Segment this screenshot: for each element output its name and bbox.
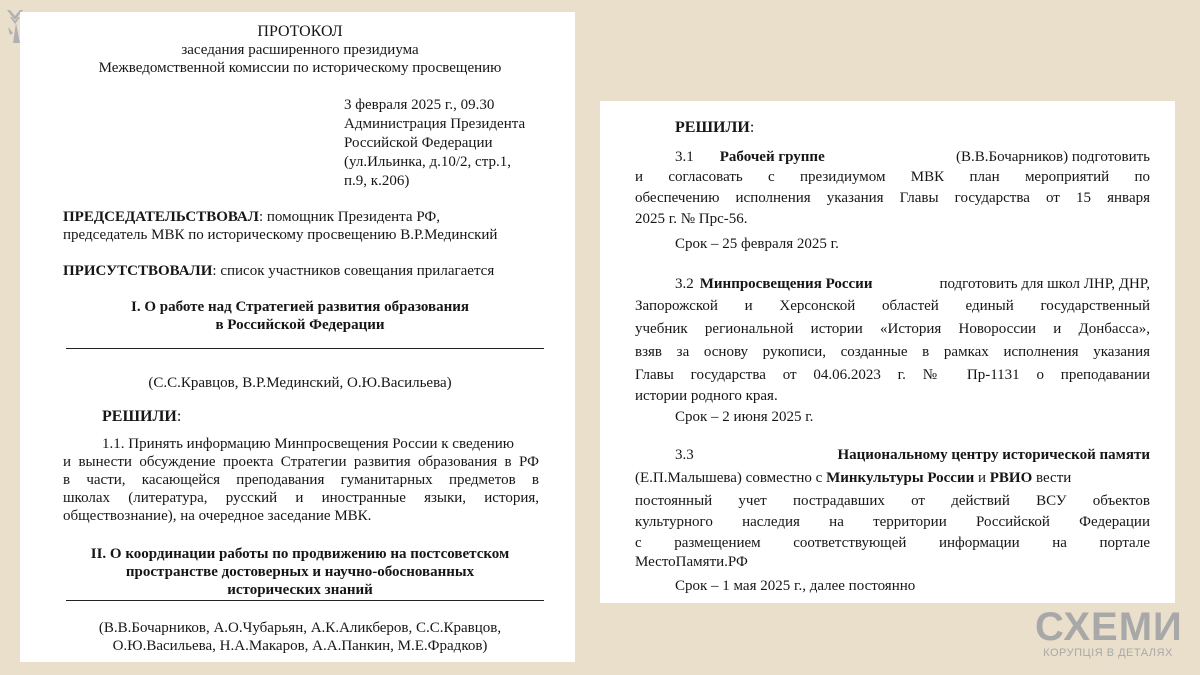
item-3-2-line-4: взяв за основу рукописи, созданные в рамках исполнения указания (635, 344, 1150, 360)
present-text: : список участников совещания прилагается (212, 263, 495, 279)
section-1-speakers: (С.С.Кравцов, В.Р.Мединский, О.Ю.Васильева) (148, 375, 452, 391)
section-2-divider (66, 600, 544, 601)
decided-colon-right: : (749, 119, 755, 136)
chair-role: : помощник Президента РФ, (258, 209, 441, 225)
decision-1-line-3: в части, касающейся преподавания гуманитарных предметов в (63, 472, 539, 488)
document-subtitle-1: заседания расширенного президиума (181, 42, 419, 58)
item-3-2-line-6: истории родного края. (635, 388, 778, 404)
meeting-address-1: (ул.Ильинка, д.10/2, стр.1, (344, 154, 511, 170)
item-3-2-text: подготовить для школ ЛНР, ДНР, (939, 276, 1150, 292)
chair-label: ПРЕДСЕДАТЕЛЬСТВОВАЛ (63, 209, 259, 225)
decided-heading-right (675, 118, 754, 138)
chair-line-1 (63, 207, 440, 227)
present-line (63, 261, 494, 281)
item-3-1-line-2: и согласовать с президиумом МВК план мероприятий по (635, 169, 1150, 185)
item-3-2-line-1 (675, 274, 1150, 294)
item-3-3-text-post: вести (1032, 470, 1072, 486)
meeting-place-1: Администрация Президента (344, 116, 526, 132)
document-title: ПРОТОКОЛ (257, 23, 343, 40)
decided-label-left: РЕШИЛИ (102, 408, 177, 425)
section-2-title-2: пространстве достоверных и научно-обоснованных (125, 564, 475, 580)
decided-label-right: РЕШИЛИ (675, 119, 750, 136)
item-3-2-line-3: учебник региональной истории «История Новороссии и Донбасса», (635, 321, 1150, 337)
item-3-3-line-3: постоянный учет пострадавших от действий ВСУ объектов (635, 493, 1150, 509)
decision-1-line-1: 1.1. Принять информацию Минпросвещения России к сведению (102, 436, 514, 452)
document-page-2 (600, 101, 1175, 603)
item-3-3-text-pre: (Е.П.Малышева) совместно с (635, 470, 827, 486)
item-3-1-number: 3.1 (675, 149, 694, 165)
item-3-3-line-2 (635, 468, 1071, 488)
decided-colon-left: : (176, 408, 182, 425)
decision-1-line-2: и вынести обсуждение проекта Стратегии развития образования в РФ (63, 454, 539, 470)
chair-line-2: председатель МВК по историческому просвещению В.Р.Мединский (63, 227, 498, 243)
present-label: ПРИСУТСТВОВАЛИ (63, 263, 213, 279)
item-3-3-text-mid: и (974, 470, 990, 486)
section-1-title-2: в Российской Федерации (215, 317, 385, 333)
item-3-1-line-1 (675, 147, 1150, 167)
decision-1-line-4: школах (литература, русский и иностранные языки, история, (63, 490, 539, 506)
section-2-speakers-1: (В.В.Бочарников, А.О.Чубарьян, А.К.Аликберов, С.С.Кравцов, (98, 620, 502, 636)
item-3-3-partner-2: РВИО (989, 470, 1033, 486)
section-1-title-1: I. О работе над Стратегией развития образования (130, 299, 470, 315)
item-3-2-number: 3.2 (675, 276, 694, 292)
skhemy-logo-title: СХЕМИ (1035, 605, 1183, 649)
item-3-3-recipient: Национальному центру исторической памяти (837, 447, 1150, 463)
item-3-3-line-4: культурного наследия на территории Российской Федерации (635, 514, 1150, 530)
item-3-1-line-3: обеспечению исполнения указания Главы государства от 15 января (635, 190, 1150, 206)
meeting-address-2: п.9, к.206) (344, 173, 410, 189)
section-1-divider (66, 348, 544, 349)
skhemy-logo-subtitle: КОРУПЦІЯ В ДЕТАЛЯХ (1043, 647, 1173, 659)
item-3-2-line-2: Запорожской и Херсонской областей единый государственный (635, 298, 1150, 314)
item-3-1-line-4: 2025 г. № Прс-56. (635, 211, 748, 227)
meeting-datetime: 3 февраля 2025 г., 09.30 (344, 97, 495, 113)
document-page-1 (20, 12, 575, 662)
item-3-3-number: 3.3 (675, 447, 694, 463)
item-3-3-line-5: с размещением соответствующей информации на портале (635, 535, 1150, 551)
section-2-title-3: исторических знаний (227, 582, 373, 598)
meeting-place-2: Российской Федерации (344, 135, 493, 151)
item-3-3-line-1 (675, 445, 1150, 465)
item-3-1-deadline: Срок – 25 февраля 2025 г. (675, 236, 839, 252)
item-3-3-deadline: Срок – 1 мая 2025 г., далее постоянно (675, 578, 916, 594)
decision-1-line-5: обществознание), на очередное заседание МВК. (63, 508, 372, 524)
item-3-1-text: (В.В.Бочарников) подготовить (955, 149, 1150, 165)
section-2-title-1: II. О координации работы по продвижению на постсоветском (90, 546, 510, 562)
item-3-3-line-6: МестоПамяти.РФ (635, 554, 748, 570)
decided-heading-left (102, 407, 181, 427)
item-3-2-recipient: Минпросвещения России (699, 276, 873, 292)
item-3-2-line-5: Главы государства от 04.06.2023 г. № Пр-1131 о преподавании (635, 367, 1150, 383)
document-subtitle-2: Межведомственной комиссии по историческому просвещению (98, 60, 502, 76)
item-3-3-partner-1: Минкультуры России (826, 470, 975, 486)
skhemy-logo (1035, 605, 1185, 667)
section-2-speakers-2: О.Ю.Васильева, Н.А.Макаров, А.А.Панкин, М.Е.Фрадков) (112, 638, 488, 654)
item-3-2-deadline: Срок – 2 июня 2025 г. (675, 409, 814, 425)
item-3-1-recipient: Рабочей группе (719, 149, 825, 165)
